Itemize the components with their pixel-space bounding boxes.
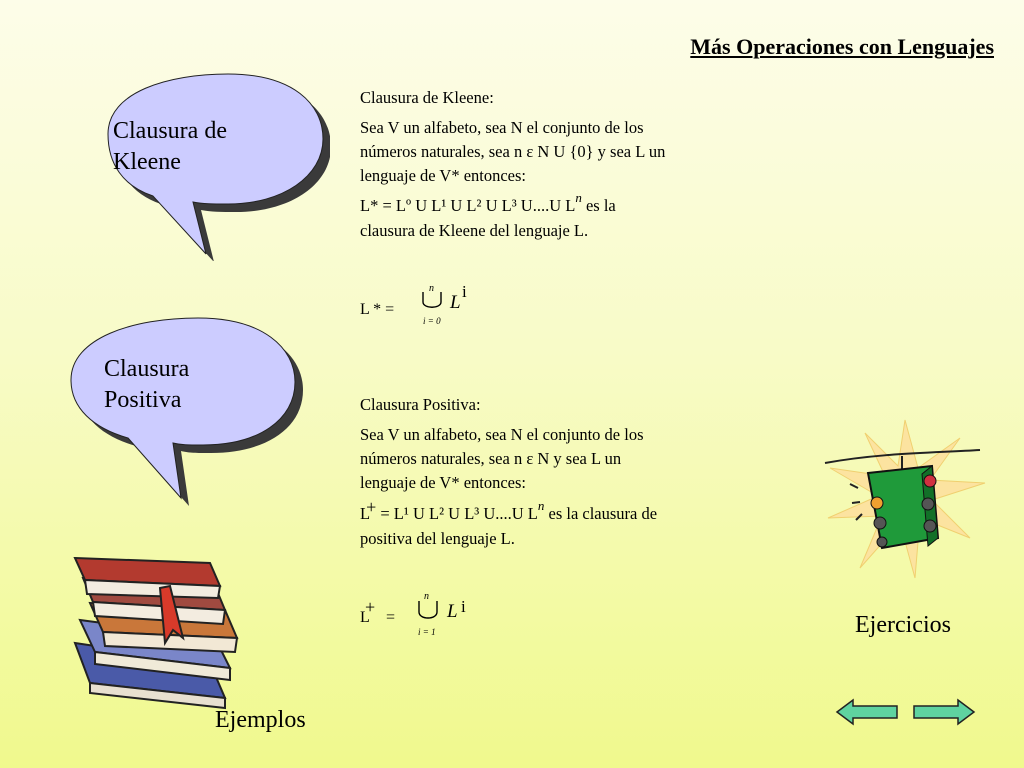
kleene-union-upper: n xyxy=(429,283,434,294)
positive-union-sup: i xyxy=(461,597,466,616)
speech-bubble-icon xyxy=(65,312,315,507)
back-arrow-icon[interactable] xyxy=(835,698,899,726)
positive-heading: Clausura Positiva: xyxy=(360,395,481,414)
positive-formula-plus: + xyxy=(365,597,376,617)
bubble-positiva[interactable] xyxy=(65,312,315,507)
union-symbol-icon xyxy=(421,291,443,311)
bubble-positiva-line1: Clausura xyxy=(104,356,190,382)
positive-formula-eq: = xyxy=(386,609,396,626)
forward-arrow-icon[interactable] xyxy=(912,698,976,726)
kleene-heading: Clausura de Kleene: xyxy=(360,88,494,107)
kleene-def-line3: lenguaje de V* entonces: xyxy=(360,166,527,185)
union-symbol-icon xyxy=(417,600,439,622)
slide-title: Más Operaciones con Lenguajes xyxy=(690,34,994,59)
positive-def-line2: números naturales, sea n ε N y sea L un xyxy=(360,449,622,468)
positive-def-line1: Sea V un alfabeto, sea N el conjunto de los xyxy=(360,425,644,444)
bubble-positiva-line2: Positiva xyxy=(104,387,182,413)
positive-expression-line2: positiva del lenguaje L. xyxy=(360,529,515,548)
ejemplos-link[interactable]: Ejemplos xyxy=(215,707,306,733)
positive-formula-L: L xyxy=(360,609,370,626)
positive-union-L: L xyxy=(447,601,458,622)
kleene-def-line2: números naturales, sea n ε N U {0} y sea L un xyxy=(360,142,666,161)
bubble-kleene-line2: Kleene xyxy=(113,149,181,175)
bubble-kleene-line1: Clausura de xyxy=(113,118,227,144)
kleene-union-L: L xyxy=(450,292,461,313)
positive-def-line3: lenguaje de V* entonces: xyxy=(360,473,527,492)
kleene-expression-line2: clausura de Kleene del lenguaje L. xyxy=(360,221,589,240)
books-icon[interactable] xyxy=(65,548,250,718)
positive-union-upper: n xyxy=(424,591,429,602)
positive-definition xyxy=(360,393,750,551)
bubble-kleene[interactable] xyxy=(80,66,330,261)
kleene-union-lower: i = 0 xyxy=(423,316,441,326)
kleene-union-sup: i xyxy=(462,282,467,301)
ejercicios-link[interactable]: Ejercicios xyxy=(855,612,951,638)
positive-union-lower: i = 1 xyxy=(418,627,436,637)
positive-expression: L+ = L¹ U L² U L³ U....U $L^n$ es la clausura de xyxy=(360,497,658,523)
kleene-expression: L* = Lº U L¹ U L² U L³ U....U $L^n$ es la xyxy=(360,190,616,215)
kleene-def-line1: Sea V un alfabeto, sea N el conjunto de los xyxy=(360,118,644,137)
traffic-light-icon[interactable] xyxy=(820,418,990,588)
kleene-definition xyxy=(360,86,750,243)
kleene-formula-lhs: L * = xyxy=(360,301,395,318)
